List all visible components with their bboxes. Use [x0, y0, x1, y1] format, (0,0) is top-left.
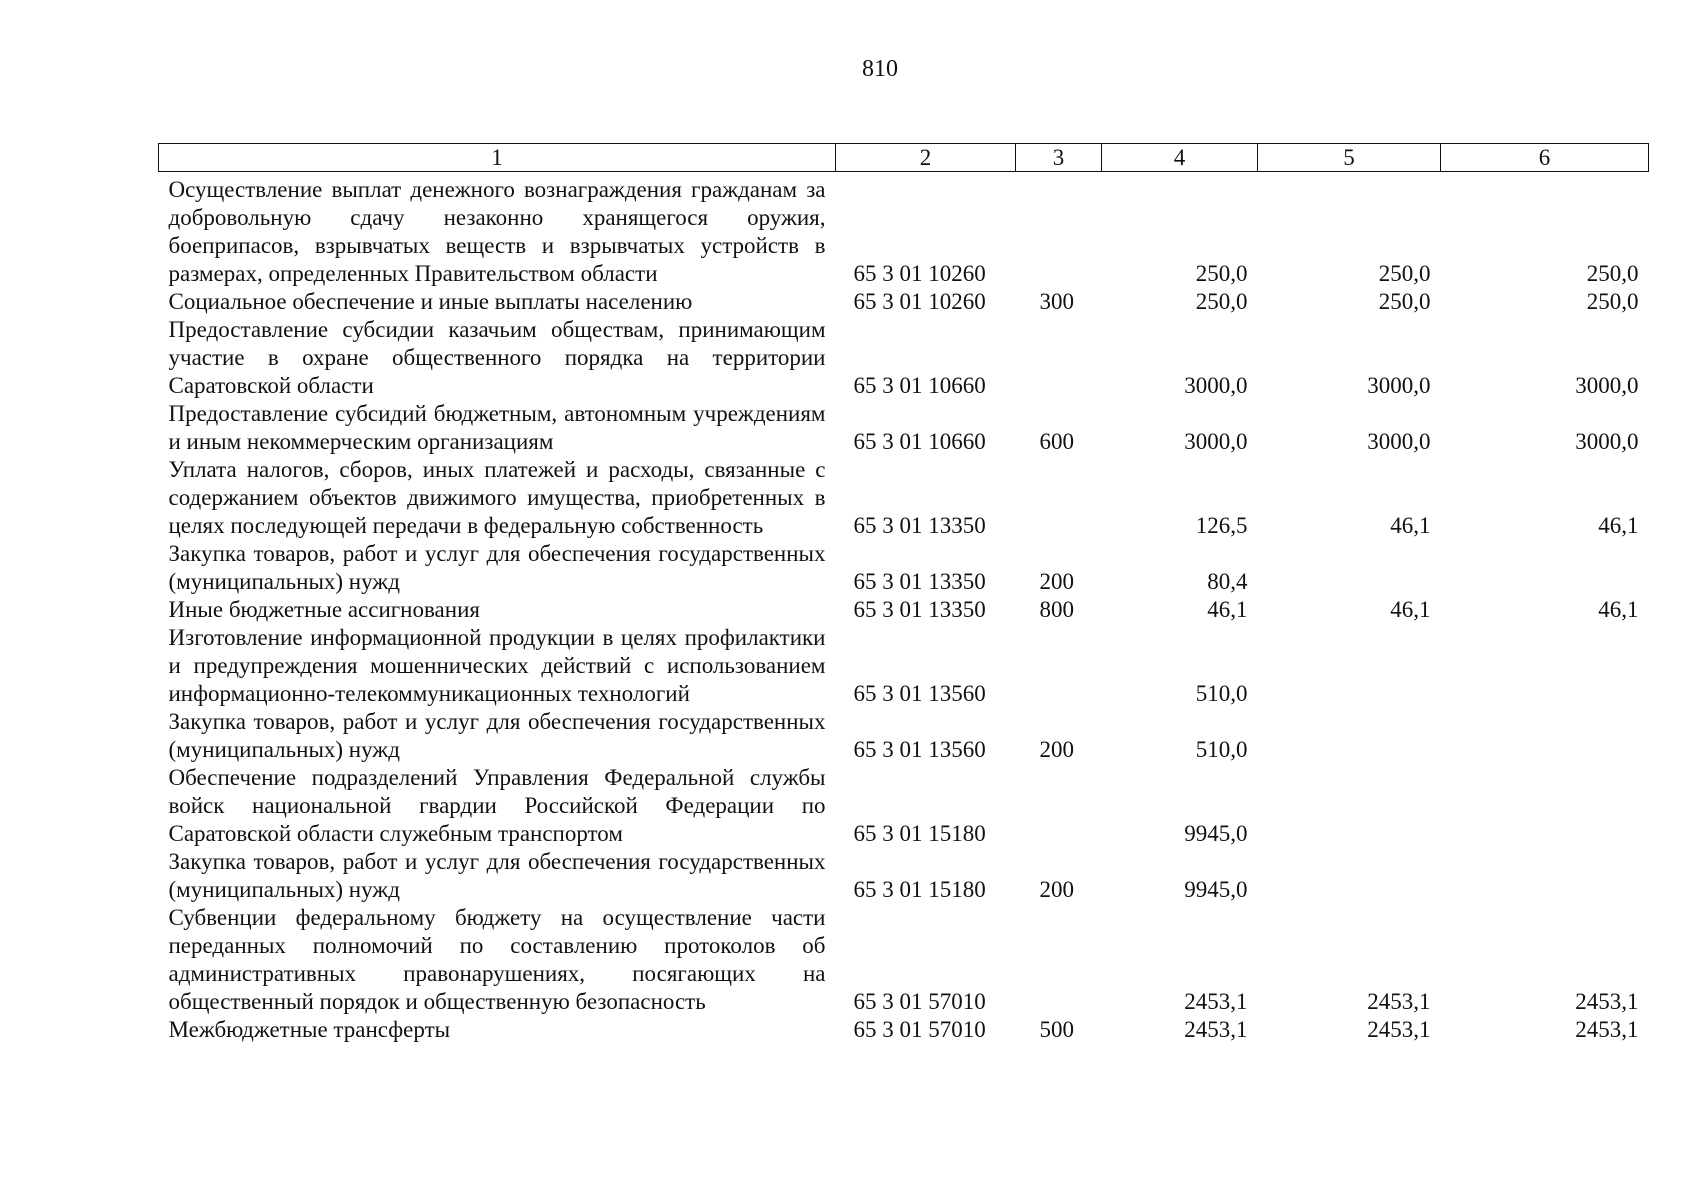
row-description: Обеспечение подразделений Управления Федеральной службы войск национальной гвардии Российской Федерации по Саратовской области служебным транспортом: [168, 765, 826, 846]
table-row: [159, 288, 1649, 316]
row-value-col6: 250,0: [1586, 261, 1639, 286]
row-value-col6: 2453,1: [1575, 989, 1639, 1014]
row-value-col4: 510,0: [1195, 737, 1248, 762]
row-value-col5: 250,0: [1378, 261, 1431, 286]
row-description: Закупка товаров, работ и услуг для обеспечения государственных (муниципальных) нужд: [168, 541, 826, 594]
row-description: Осуществление выплат денежного вознаграждения гражданам за добровольную сдачу незаконно хранящегося оружия, боеприпасов, взрывчатых веществ и взрывчатых устройств в размерах, определенных Правительством области: [168, 177, 826, 286]
table-row: [159, 316, 1649, 400]
row-target-code: 65 3 01 15180: [853, 877, 986, 902]
row-value-col5: [1258, 540, 1441, 596]
row-description: Уплата налогов, сборов, иных платежей и расходы, связанные с содержанием объектов движимого имущества, приобретенных в целях последующей передачи в федеральную собственность: [168, 457, 826, 538]
row-value-col6: 250,0: [1586, 289, 1639, 314]
row-value-col4: 9945,0: [1184, 877, 1248, 902]
row-target-code: 65 3 01 13560: [853, 737, 986, 762]
row-expense-type: [1016, 904, 1102, 1016]
row-expense-type: [1016, 624, 1102, 708]
row-description: Предоставление субсидии казачьим обществам, принимающим участие в охране общественного порядка на территории Саратовской области: [168, 317, 826, 398]
table-row: [159, 172, 1649, 289]
row-expense-type: 200: [1039, 569, 1074, 594]
row-expense-type: 500: [1039, 1017, 1074, 1042]
table-row: [159, 400, 1649, 456]
row-description: Межбюджетные трансферты: [168, 1017, 451, 1042]
row-value-col5: [1258, 708, 1441, 764]
page-number: 810: [862, 56, 898, 82]
row-target-code: 65 3 01 57010: [853, 1017, 986, 1042]
row-target-code: 65 3 01 10660: [853, 373, 986, 398]
table-row: [159, 624, 1649, 708]
row-value-col5: 46,1: [1390, 513, 1431, 538]
row-value-col6: 3000,0: [1575, 373, 1639, 398]
row-expense-type: [1016, 316, 1102, 400]
row-expense-type: [1016, 172, 1102, 289]
row-value-col5: [1258, 764, 1441, 848]
row-description: Предоставление субсидий бюджетным, автономным учреждениям и иным некоммерческим организациям: [168, 401, 826, 454]
row-value-col5: 2453,1: [1367, 1017, 1431, 1042]
row-value-col5: 250,0: [1378, 289, 1431, 314]
row-target-code: 65 3 01 13560: [853, 681, 986, 706]
header-cell-1: 1: [159, 144, 836, 172]
table-row: [159, 596, 1649, 624]
header-cell-5: 5: [1258, 144, 1441, 172]
row-description: Закупка товаров, работ и услуг для обеспечения государственных (муниципальных) нужд: [168, 849, 826, 902]
row-expense-type: 800: [1039, 597, 1074, 622]
row-value-col6: [1441, 764, 1649, 848]
header-cell-2: 2: [836, 144, 1016, 172]
header-cell-6: 6: [1441, 144, 1649, 172]
row-value-col4: 126,5: [1195, 513, 1248, 538]
table-row: [159, 904, 1649, 1016]
row-value-col6: 3000,0: [1575, 429, 1639, 454]
row-target-code: 65 3 01 10260: [853, 261, 986, 286]
row-value-col5: 3000,0: [1367, 429, 1431, 454]
row-expense-type: [1016, 456, 1102, 540]
row-value-col5: 3000,0: [1367, 373, 1431, 398]
row-value-col6: [1441, 624, 1649, 708]
row-value-col4: 80,4: [1207, 569, 1248, 594]
row-expense-type: 600: [1039, 429, 1074, 454]
header-cell-4: 4: [1102, 144, 1258, 172]
row-target-code: 65 3 01 10260: [853, 289, 986, 314]
row-value-col4: 2453,1: [1184, 989, 1248, 1014]
row-expense-type: 200: [1039, 877, 1074, 902]
table-row: [159, 1016, 1649, 1044]
row-value-col6: 2453,1: [1575, 1017, 1639, 1042]
row-value-col4: 9945,0: [1184, 821, 1248, 846]
budget-table-container: [158, 143, 1648, 1044]
table-row: [159, 848, 1649, 904]
header-cell-3: 3: [1016, 144, 1102, 172]
row-description: Закупка товаров, работ и услуг для обеспечения государственных (муниципальных) нужд: [168, 709, 826, 762]
row-value-col6: [1441, 540, 1649, 596]
row-value-col5: 2453,1: [1367, 989, 1431, 1014]
row-target-code: 65 3 01 13350: [853, 513, 986, 538]
table-row: [159, 540, 1649, 596]
row-value-col5: [1258, 624, 1441, 708]
row-value-col4: 510,0: [1195, 681, 1248, 706]
header-row: [159, 144, 1649, 172]
row-value-col6: [1441, 708, 1649, 764]
table-row: [159, 456, 1649, 540]
row-description: Социальное обеспечение и иные выплаты населению: [168, 289, 693, 314]
row-expense-type: [1016, 764, 1102, 848]
row-description: Субвенции федеральному бюджету на осуществление части переданных полномочий по составлению протоколов об административных правонарушениях, посягающих на общественный порядок и общественную безопасность: [168, 905, 826, 1014]
table-row: [159, 708, 1649, 764]
row-value-col6: 46,1: [1598, 597, 1639, 622]
row-value-col4: 46,1: [1207, 597, 1248, 622]
row-value-col4: 3000,0: [1184, 373, 1248, 398]
row-value-col4: 3000,0: [1184, 429, 1248, 454]
row-target-code: 65 3 01 15180: [853, 821, 986, 846]
row-value-col4: 250,0: [1195, 289, 1248, 314]
row-target-code: 65 3 01 13350: [853, 597, 986, 622]
row-value-col6: 46,1: [1598, 513, 1639, 538]
row-target-code: 65 3 01 10660: [853, 429, 986, 454]
table-header: [159, 144, 1649, 172]
row-description: Иные бюджетные ассигнования: [168, 597, 480, 622]
row-value-col5: 46,1: [1390, 597, 1431, 622]
row-value-col6: [1441, 848, 1649, 904]
table-body: [159, 172, 1649, 1045]
row-value-col5: [1258, 848, 1441, 904]
row-description: Изготовление информационной продукции в целях профилактики и предупреждения мошеннических действий с использованием информационно-телекоммуникационных технологий: [168, 625, 826, 706]
budget-table: [158, 143, 1649, 1044]
row-target-code: 65 3 01 57010: [853, 989, 986, 1014]
row-value-col4: 2453,1: [1184, 1017, 1248, 1042]
row-target-code: 65 3 01 13350: [853, 569, 986, 594]
row-expense-type: 300: [1039, 289, 1074, 314]
row-expense-type: 200: [1039, 737, 1074, 762]
row-value-col4: 250,0: [1195, 261, 1248, 286]
table-row: [159, 764, 1649, 848]
